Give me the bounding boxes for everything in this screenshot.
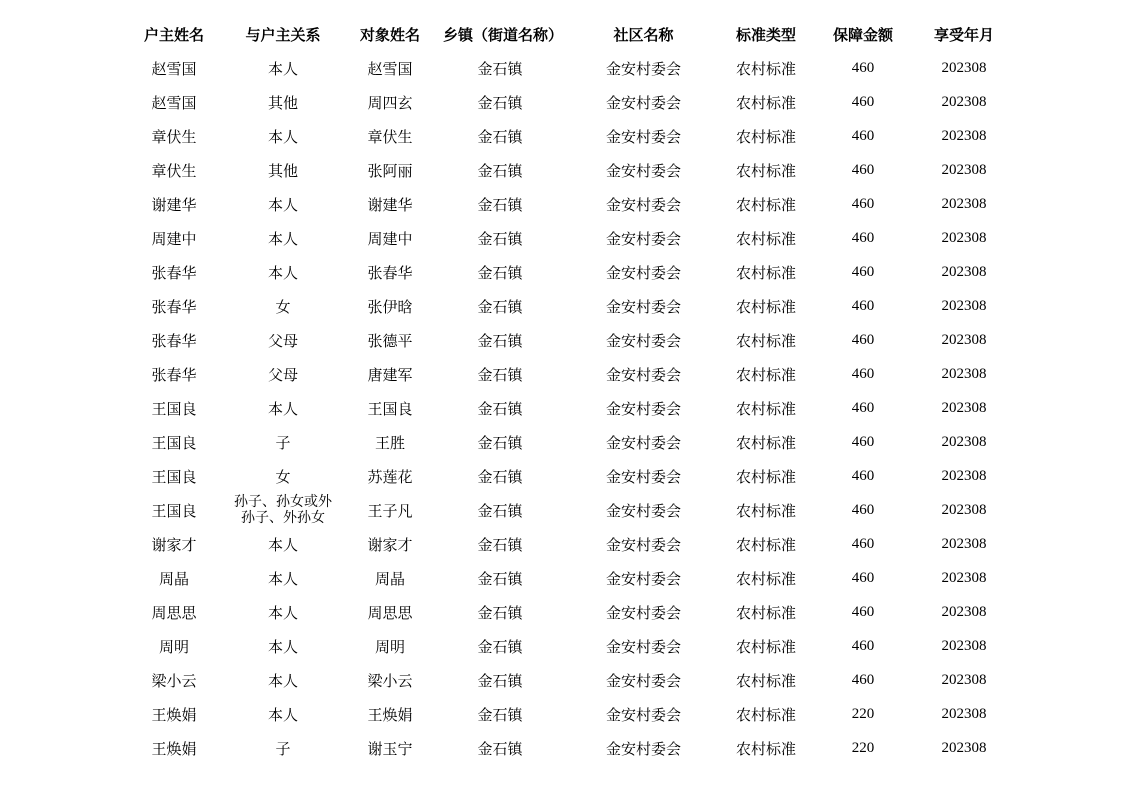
cell-community: 金安村委会	[605, 705, 681, 724]
cell-amount: 460	[851, 297, 875, 314]
cell-community: 金安村委会	[605, 331, 681, 350]
cell-relation: 本人	[267, 535, 298, 554]
cell-community: 金安村委会	[605, 535, 681, 554]
cell-month: 202308	[941, 569, 987, 586]
cell-community: 金安村委会	[605, 603, 681, 622]
cell-standard-type: 农村标准	[735, 603, 796, 622]
cell-relation: 本人	[267, 399, 298, 418]
cell-person-name: 王国良	[367, 399, 413, 418]
cell-relation: 本人	[267, 195, 298, 214]
cell-head-name: 梁小云	[151, 671, 197, 690]
cell-person-name: 王焕娟	[367, 705, 413, 724]
cell-community: 金安村委会	[605, 569, 681, 588]
cell-person-name: 张春华	[367, 263, 413, 282]
cell-month: 202308	[941, 297, 987, 314]
cell-person-name: 周晶	[374, 569, 405, 588]
cell-month: 202308	[941, 399, 987, 416]
cell-community: 金安村委会	[605, 399, 681, 418]
table-row	[119, 187, 1004, 221]
cell-standard-type: 农村标准	[735, 263, 796, 282]
table-row	[119, 663, 1004, 697]
cell-community: 金安村委会	[605, 297, 681, 316]
cell-month: 202308	[941, 59, 987, 76]
cell-relation: 本人	[267, 127, 298, 146]
cell-standard-type: 农村标准	[735, 93, 796, 112]
table-row	[119, 323, 1004, 357]
cell-relation: 本人	[267, 569, 298, 588]
cell-relation: 本人	[267, 637, 298, 656]
cell-amount: 460	[851, 93, 875, 110]
table-header	[119, 17, 1004, 51]
cell-person-name: 王胜	[374, 433, 405, 452]
cell-relation: 其他	[267, 161, 298, 180]
cell-community: 金安村委会	[605, 433, 681, 452]
cell-township: 金石镇	[477, 671, 523, 690]
header-row	[119, 17, 1004, 51]
cell-relation: 子	[275, 433, 291, 452]
cell-community: 金安村委会	[605, 671, 681, 690]
cell-month: 202308	[941, 229, 987, 246]
cell-relation: 本人	[267, 229, 298, 248]
cell-township: 金石镇	[477, 637, 523, 656]
cell-head-name: 王国良	[151, 399, 197, 418]
cell-head-name: 谢家才	[151, 535, 197, 554]
cell-amount: 460	[851, 569, 875, 586]
cell-township: 金石镇	[477, 399, 523, 418]
cell-person-name: 周明	[374, 637, 405, 656]
cell-month: 202308	[941, 365, 987, 382]
cell-amount: 460	[851, 637, 875, 654]
table-row	[119, 697, 1004, 731]
cell-relation: 父母	[267, 331, 298, 350]
cell-person-name: 张阿丽	[367, 161, 413, 180]
column-header-person-name: 对象姓名	[359, 25, 420, 44]
cell-head-name: 王焕娟	[151, 705, 197, 724]
cell-township: 金石镇	[477, 569, 523, 588]
cell-person-name: 唐建军	[367, 365, 413, 384]
table-row	[119, 629, 1004, 663]
cell-township: 金石镇	[477, 501, 523, 520]
cell-standard-type: 农村标准	[735, 297, 796, 316]
cell-township: 金石镇	[477, 331, 523, 350]
cell-township: 金石镇	[477, 535, 523, 554]
cell-township: 金石镇	[477, 297, 523, 316]
cell-standard-type: 农村标准	[735, 501, 796, 520]
cell-person-name: 谢建华	[367, 195, 413, 214]
cell-standard-type: 农村标准	[735, 569, 796, 588]
table-row	[119, 561, 1004, 595]
cell-community: 金安村委会	[605, 501, 681, 520]
cell-standard-type: 农村标准	[735, 637, 796, 656]
cell-standard-type: 农村标准	[735, 195, 796, 214]
cell-community: 金安村委会	[605, 93, 681, 112]
column-header-head-name: 户主姓名	[143, 25, 204, 44]
cell-amount: 460	[851, 365, 875, 382]
cell-month: 202308	[941, 535, 987, 552]
cell-amount: 460	[851, 59, 875, 76]
cell-head-name: 张春华	[151, 297, 197, 316]
cell-community: 金安村委会	[605, 467, 681, 486]
table-row	[119, 119, 1004, 153]
cell-month: 202308	[941, 433, 987, 450]
cell-head-name: 王国良	[151, 433, 197, 452]
cell-relation: 本人	[267, 671, 298, 690]
cell-community: 金安村委会	[605, 161, 681, 180]
cell-standard-type: 农村标准	[735, 365, 796, 384]
cell-standard-type: 农村标准	[735, 127, 796, 146]
cell-month: 202308	[941, 603, 987, 620]
cell-amount: 460	[851, 501, 875, 518]
column-header-amount: 保障金额	[832, 25, 893, 44]
cell-community: 金安村委会	[605, 365, 681, 384]
beneficiary-table	[119, 17, 1004, 765]
cell-month: 202308	[941, 195, 987, 212]
cell-township: 金石镇	[477, 705, 523, 724]
table-row	[119, 221, 1004, 255]
cell-township: 金石镇	[477, 229, 523, 248]
cell-relation: 父母	[267, 365, 298, 384]
cell-head-name: 周晶	[158, 569, 189, 588]
cell-person-name: 苏莲花	[367, 467, 413, 486]
cell-relation: 女	[275, 467, 291, 486]
cell-standard-type: 农村标准	[735, 467, 796, 486]
table-row	[119, 85, 1004, 119]
cell-standard-type: 农村标准	[735, 671, 796, 690]
cell-township: 金石镇	[477, 739, 523, 758]
cell-person-name: 谢家才	[367, 535, 413, 554]
cell-relation: 孙子、孙女或外孙子、外孙女	[234, 494, 332, 526]
table-row	[119, 391, 1004, 425]
cell-standard-type: 农村标准	[735, 229, 796, 248]
cell-person-name: 章伏生	[367, 127, 413, 146]
column-header-standard-type: 标准类型	[735, 25, 796, 44]
cell-person-name: 周建中	[367, 229, 413, 248]
cell-amount: 460	[851, 603, 875, 620]
cell-month: 202308	[941, 671, 987, 688]
cell-standard-type: 农村标准	[735, 59, 796, 78]
cell-community: 金安村委会	[605, 127, 681, 146]
cell-person-name: 周思思	[367, 603, 413, 622]
cell-relation: 女	[275, 297, 291, 316]
cell-amount: 460	[851, 263, 875, 280]
table-row	[119, 459, 1004, 493]
cell-township: 金石镇	[477, 59, 523, 78]
cell-month: 202308	[941, 127, 987, 144]
cell-township: 金石镇	[477, 161, 523, 180]
cell-person-name: 王子凡	[367, 501, 413, 520]
cell-township: 金石镇	[477, 365, 523, 384]
cell-month: 202308	[941, 467, 987, 484]
cell-amount: 460	[851, 433, 875, 450]
cell-standard-type: 农村标准	[735, 705, 796, 724]
table-row	[119, 595, 1004, 629]
column-header-community: 社区名称	[613, 25, 674, 44]
cell-person-name: 张德平	[367, 331, 413, 350]
cell-community: 金安村委会	[605, 637, 681, 656]
cell-head-name: 谢建华	[151, 195, 197, 214]
table-row	[119, 255, 1004, 289]
cell-head-name: 赵雪国	[151, 93, 197, 112]
cell-township: 金石镇	[477, 195, 523, 214]
cell-relation: 本人	[267, 705, 298, 724]
cell-head-name: 周建中	[151, 229, 197, 248]
cell-person-name: 谢玉宁	[367, 739, 413, 758]
column-header-township: 乡镇（街道名称）	[443, 25, 564, 44]
cell-township: 金石镇	[477, 127, 523, 146]
cell-amount: 460	[851, 331, 875, 348]
cell-person-name: 周四玄	[367, 93, 413, 112]
cell-person-name: 赵雪国	[367, 59, 413, 78]
cell-relation: 子	[275, 739, 291, 758]
table-row	[119, 425, 1004, 459]
cell-community: 金安村委会	[605, 263, 681, 282]
cell-standard-type: 农村标准	[735, 739, 796, 758]
cell-amount: 460	[851, 195, 875, 212]
cell-month: 202308	[941, 501, 987, 518]
cell-township: 金石镇	[477, 467, 523, 486]
cell-amount: 220	[851, 739, 875, 756]
cell-standard-type: 农村标准	[735, 161, 796, 180]
cell-amount: 460	[851, 535, 875, 552]
cell-head-name: 周思思	[151, 603, 197, 622]
cell-month: 202308	[941, 93, 987, 110]
cell-community: 金安村委会	[605, 229, 681, 248]
cell-head-name: 周明	[158, 637, 189, 656]
cell-relation: 其他	[267, 93, 298, 112]
cell-standard-type: 农村标准	[735, 535, 796, 554]
cell-amount: 460	[851, 467, 875, 484]
cell-head-name: 张春华	[151, 263, 197, 282]
column-header-month: 享受年月	[933, 25, 994, 44]
cell-township: 金石镇	[477, 263, 523, 282]
cell-amount: 460	[851, 161, 875, 178]
cell-month: 202308	[941, 705, 987, 722]
cell-head-name: 王焕娟	[151, 739, 197, 758]
table-row	[119, 153, 1004, 187]
table-row	[119, 51, 1004, 85]
table-row	[119, 357, 1004, 391]
cell-head-name: 王国良	[151, 467, 197, 486]
cell-community: 金安村委会	[605, 195, 681, 214]
cell-head-name: 赵雪国	[151, 59, 197, 78]
cell-month: 202308	[941, 161, 987, 178]
cell-standard-type: 农村标准	[735, 399, 796, 418]
cell-community: 金安村委会	[605, 59, 681, 78]
cell-amount: 460	[851, 229, 875, 246]
cell-person-name: 张伊晗	[367, 297, 413, 316]
cell-relation: 本人	[267, 59, 298, 78]
table-row	[119, 493, 1004, 527]
cell-month: 202308	[941, 263, 987, 280]
cell-standard-type: 农村标准	[735, 433, 796, 452]
cell-relation: 本人	[267, 603, 298, 622]
table-row	[119, 731, 1004, 765]
cell-township: 金石镇	[477, 93, 523, 112]
cell-month: 202308	[941, 637, 987, 654]
cell-amount: 460	[851, 399, 875, 416]
cell-month: 202308	[941, 331, 987, 348]
table-row	[119, 527, 1004, 561]
cell-head-name: 王国良	[151, 501, 197, 520]
cell-head-name: 章伏生	[151, 127, 197, 146]
cell-community: 金安村委会	[605, 739, 681, 758]
cell-person-name: 梁小云	[367, 671, 413, 690]
column-header-relation: 与户主关系	[245, 25, 321, 44]
cell-amount: 220	[851, 705, 875, 722]
table-row	[119, 289, 1004, 323]
cell-township: 金石镇	[477, 433, 523, 452]
cell-amount: 460	[851, 127, 875, 144]
cell-month: 202308	[941, 739, 987, 756]
cell-head-name: 章伏生	[151, 161, 197, 180]
cell-township: 金石镇	[477, 603, 523, 622]
cell-head-name: 张春华	[151, 331, 197, 350]
cell-relation: 本人	[267, 263, 298, 282]
table-body	[119, 51, 1004, 765]
cell-standard-type: 农村标准	[735, 331, 796, 350]
cell-amount: 460	[851, 671, 875, 688]
cell-head-name: 张春华	[151, 365, 197, 384]
